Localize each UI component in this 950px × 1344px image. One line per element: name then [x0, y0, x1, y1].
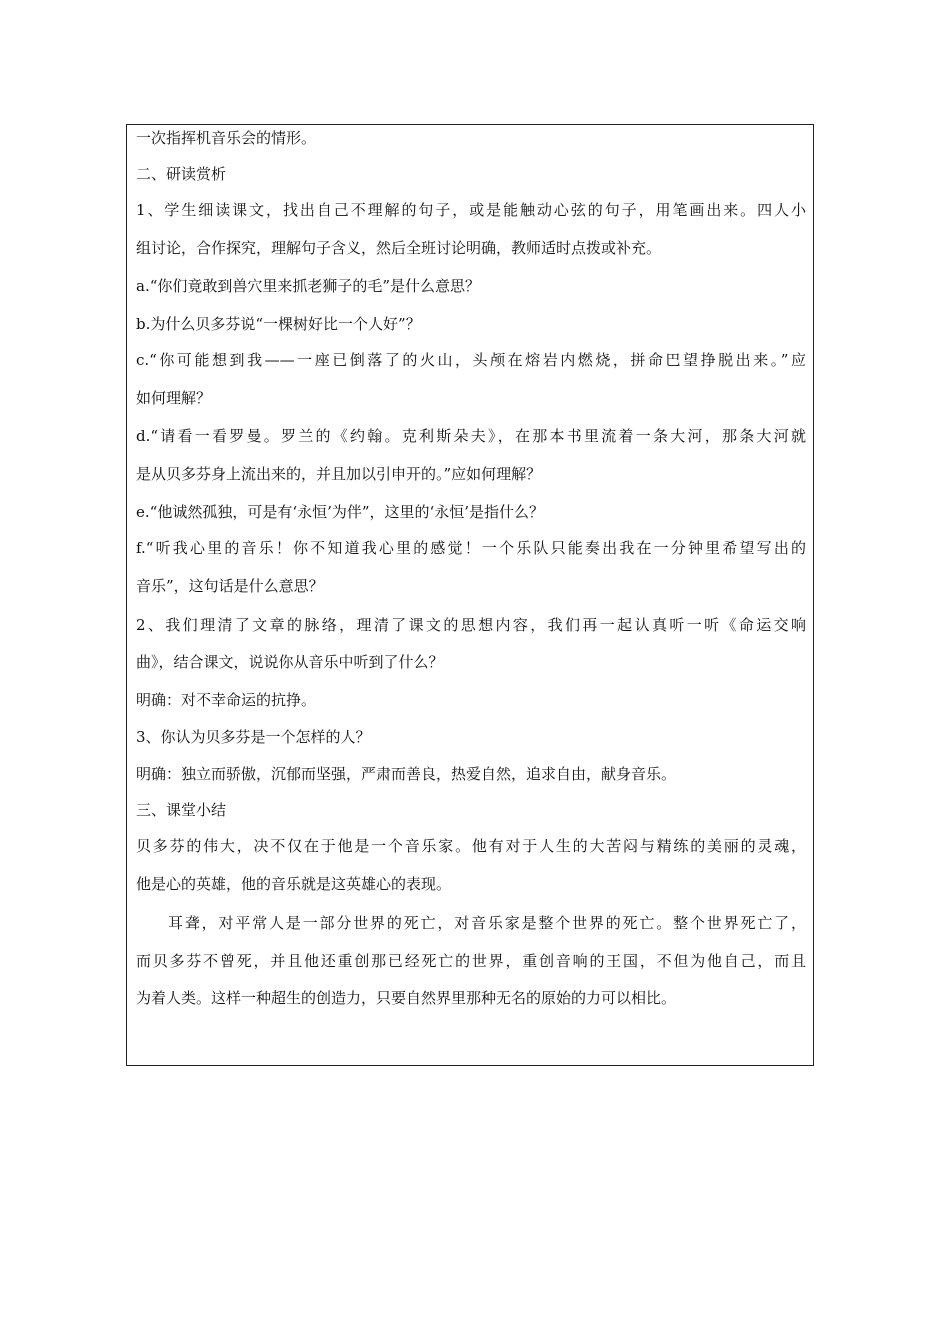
section-heading: 二、研读赏析: [136, 165, 227, 183]
section-heading: 三、课堂小结: [136, 801, 227, 819]
text-line: 曲》，结合课文，说说你从音乐中听到了什么？: [136, 653, 444, 671]
paragraph-line: 而贝多芬不曾死，并且他还重创那已经死亡的世界，重创音响的王国，不但为他自己，而且: [136, 952, 806, 970]
paragraph-line: 为着人类。这样一种超生的创造力，只要自然界里那种无名的原始的力可以相比。: [136, 989, 677, 1007]
question-a: a.“你们竟敢到兽穴里来抓老狮子的毛”是什么意思？: [136, 277, 481, 295]
text-line: 是从贝多芬身上流出来的，并且加以引申开的。”应如何理解？: [136, 465, 542, 483]
question-f: f.“听我心里的音乐！你不知道我心里的感觉！一个乐队只能奏出我在一分钟里希望写出的: [136, 539, 806, 557]
answer-line: 明确：独立而骄傲，沉郁而坚强，严肃而善良，热爱自然，追求自由，献身音乐。: [136, 765, 677, 783]
text-line: 音乐”，这句话是什么意思？: [136, 577, 324, 595]
answer-line: 明确：对不幸命运的抗挣。: [136, 691, 317, 709]
lesson-table-cell: [126, 124, 814, 1066]
paragraph-line: 耳聋，对平常人是一部分世界的死亡，对音乐家是整个世界的死亡。整个世界死亡了，: [168, 914, 806, 932]
question-b: b.为什么贝多芬说“一棵树好比一个人好”？: [136, 315, 421, 333]
summary-line: 他是心的英雄，他的音乐就是这英雄心的表现。: [136, 875, 452, 893]
question-d: d.“请看一看罗曼。罗兰的《约翰。克利斯朵夫》，在那本书里流着一条大河，那条大河就: [136, 427, 806, 445]
text-line: 组讨论，合作探究，理解句子含义，然后全班讨论明确，教师适时点拨或补充。: [136, 239, 662, 257]
text-line: 1、学生细读课文，找出自己不理解的句子，或是能触动心弦的句子，用笔画出来。四人小: [136, 201, 806, 219]
text-line: 2、我们理清了文章的脉络，理清了课文的思想内容，我们再一起认真听一听《命运交响: [136, 616, 806, 634]
summary-line: 贝多芬的伟大，决不仅在于他是一个音乐家。他有对于人生的大苦闷与精练的美丽的灵魂，: [136, 837, 806, 855]
text-line: 一次指挥机音乐会的情形。: [136, 129, 317, 147]
text-line: 3、你认为贝多芬是一个怎样的人？: [136, 728, 371, 746]
text-line: 如何理解？: [136, 389, 212, 407]
question-c: c.“你可能想到我——一座已倒落了的火山，头颅在熔岩内燃烧，拼命巴望挣脱出来。”应: [136, 351, 806, 369]
question-e: e.“他诚然孤独，可是有‘永恒’为伴”，这里的‘永恒’是指什么？: [136, 503, 545, 521]
